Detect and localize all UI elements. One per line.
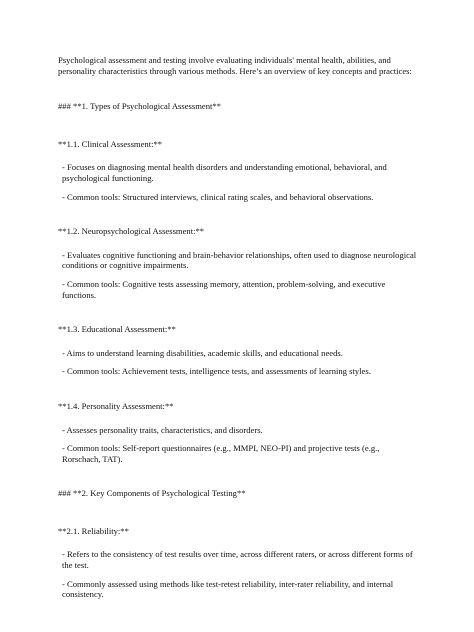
bullet-educational-aims: - Aims to understand learning disabilities, academic skills, and educational needs.	[62, 347, 343, 358]
section-heading-components: ### **2. Key Components of Psychological Testing**	[58, 488, 246, 499]
document-page	[58, 55, 418, 608]
bullet-educational-tools: - Common tools: Achievement tests, intelligence tests, and assessments of learning styles.	[62, 366, 371, 377]
intro-paragraph: Psychological assessment and testing involve evaluating individuals' mental health, abilities, and personality characteristics through various methods. Here’s an overview of key concepts and practices:	[58, 55, 412, 76]
subsection-title-educational: **1.3. Educational Assessment:**	[58, 324, 176, 335]
bullet-personality-tools: - Common tools: Self-report questionnaires (e.g., MMPI, NEO-PI) and projective tests (e.g., Rorschach, TAT).	[62, 443, 380, 464]
subsection-title-personality: **1.4. Personality Assessment:**	[58, 400, 174, 411]
bullet-clinical-focus: - Focuses on diagnosing mental health disorders and understanding emotional, behavioral, and psychological functioning.	[62, 162, 387, 183]
subsection-title-clinical: **1.1. Clinical Assessment:**	[58, 138, 163, 149]
bullet-personality-assesses: - Assesses personality traits, characteristics, and disorders.	[62, 424, 263, 435]
bullet-neuro-evaluates: - Evaluates cognitive functioning and brain-behavior relationships, often used to diagnose neurological conditions or cognitive impairments.	[62, 249, 417, 271]
subsection-title-reliability: **2.1. Reliability:**	[58, 525, 129, 536]
subsection-title-neuropsychological: **1.2. Neuropsychological Assessment:**	[58, 226, 205, 237]
bullet-reliability-methods: - Commonly assessed using methods like test-retest reliability, inter-rater reliability, and internal consistency.	[62, 578, 394, 600]
bullet-clinical-tools: - Common tools: Structured interviews, clinical rating scales, and behavioral observations.	[62, 191, 374, 202]
bullet-neuro-tools: - Common tools: Cognitive tests assessing memory, attention, problem-solving, and executive functions.	[62, 278, 386, 300]
bullet-reliability-refers: - Refers to the consistency of test results over time, across different raters, or across different forms of the test.	[62, 549, 413, 571]
section-heading-types: ### **1. Types of Psychological Assessment**	[58, 101, 221, 112]
